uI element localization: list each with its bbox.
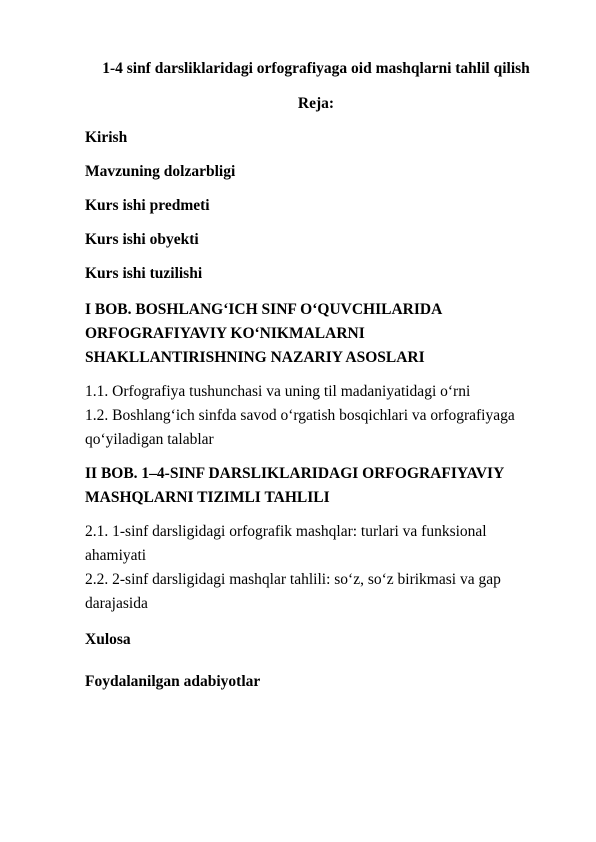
toc-item-subject: Kurs ishi predmeti [85, 197, 210, 214]
section-1-1: 1.1. Orfografiya tushunchasi va uning til madaniyatidagi o‘rni [85, 383, 471, 400]
chapter-1-line: I BOB. BOSHLANG‘ICH SINF O‘QUVCHILARIDA [85, 301, 443, 318]
document-title: 1-4 sinf darsliklaridagi orfografiyaga oid mashqlarni tahlil qilish [102, 60, 530, 77]
section-2-1-cont: ahamiyati [85, 547, 147, 564]
toc-item-intro: Kirish [85, 129, 128, 146]
table-of-contents [85, 128, 545, 706]
toc-item-conclusion: Xulosa [85, 631, 131, 648]
section-1-2: 1.2. Boshlang‘ich sinfda savod o‘rgatish bosqichlari va orfografiyaga [85, 407, 515, 424]
plan-heading: Reja: [297, 95, 335, 112]
chapter-2-line: II BOB. 1–4-SINF DARSLIKLARIDAGI ORFOGRAFIYAVIY [85, 465, 505, 482]
section-2-1: 2.1. 1-sinf darsligidagi orfografik mashqlar: turlari va funksional [85, 523, 487, 540]
toc-item-object: Kurs ishi obyekti [85, 231, 199, 248]
chapter-1-heading [85, 298, 545, 370]
chapter-1-line: ORFOGRAFIYAVIY KO‘NIKMALARNI [85, 325, 365, 342]
toc-item-relevance: Mavzuning dolzarbligi [85, 163, 236, 180]
chapter-1-sections [85, 380, 545, 452]
section-2-2: 2.2. 2-sinf darsligidagi mashqlar tahlili: so‘z, so‘z birikmasi va gap [85, 571, 501, 588]
chapter-1-line: SHAKLLANTIRISHNING NAZARIY ASOSLARI [85, 349, 425, 366]
chapter-2-heading [85, 462, 545, 510]
toc-item-structure: Kurs ishi tuzilishi [85, 265, 203, 282]
section-1-2-cont: qo‘yiladigan talablar [85, 431, 214, 448]
chapter-2-line: MASHQLARNI TIZIMLI TAHLILI [85, 489, 330, 506]
toc-item-references: Foydalanilgan adabiyotlar [85, 673, 261, 690]
chapter-2-sections [85, 520, 545, 616]
section-2-2-cont: darajasida [85, 595, 148, 612]
